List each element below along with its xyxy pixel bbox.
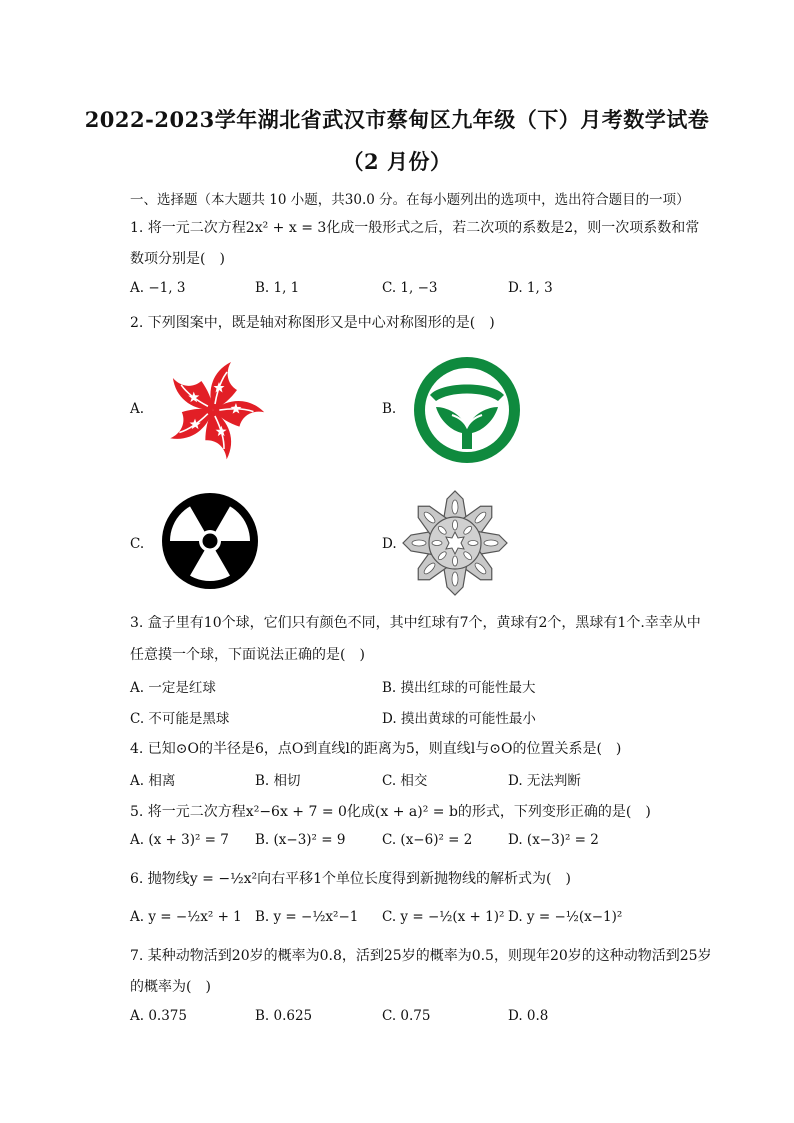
q2-option-d: D. [382,536,397,552]
question-7-line2: 的概率为( ) [130,979,211,995]
question-7-line1: 7. 某种动物活到20岁的概率为0.8，活到25岁的概率为0.5，则现年20岁的这种动物活到25岁 [130,948,712,964]
q1-option-a: A. −1, 3 [130,280,186,296]
bauhinia-flower-icon [158,355,268,465]
q4-option-b: B. 相切 [255,773,301,789]
q3-option-c: C. 不可能是黑球 [130,711,230,727]
question-6-line1: 6. 抛物线y = −½x²向右平移1个单位长度得到新抛物线的解析式为( ) [130,871,571,887]
q2-option-a: A. [130,401,145,417]
question-3-line2: 任意摸一个球，下面说法正确的是( ) [130,647,365,663]
q3-option-a: A. 一定是红球 [130,680,216,696]
q5-option-c: C. (x−6)² = 2 [382,832,473,848]
q6-option-b: B. y = −½x²−1 [255,909,359,925]
question-3-line1: 3. 盒子里有10个球，它们只有颜色不同，其中红球有7个，黄球有2个，黑球有1个.幸幸从中 [130,615,701,631]
document-title: 2022-2023学年湖北省武汉市蔡甸区九年级（下）月考数学试卷 [84,107,710,132]
q1-option-d: D. 1, 3 [508,280,553,296]
question-5-line1: 5. 将一元二次方程x²−6x + 7 = 0化成(x + a)² = b的形式，下列变形正确的是( ) [130,804,651,820]
q7-option-c: C. 0.75 [382,1008,431,1024]
q2-option-c: C. [130,536,145,552]
q4-option-d: D. 无法判断 [508,773,581,789]
section-heading: 一、选择题（本大题共 10 小题，共30.0 分。在每小题列出的选项中，选出符合题目的一项） [130,192,690,208]
question-1-line1: 1. 将一元二次方程2x² + x = 3化成一般形式之后，若二次项的系数是2，则一次项系数和常 [130,220,700,236]
q6-option-c: C. y = −½(x + 1)² [382,909,505,925]
question-2-line1: 2. 下列图案中，既是轴对称图形又是中心对称图形的是( ) [130,315,495,331]
q6-option-a: A. y = −½x² + 1 [130,909,242,925]
q5-option-d: D. (x−3)² = 2 [508,832,599,848]
question-4-line1: 4. 已知⊙O的半径是6，点O到直线l的距离为5，则直线l与⊙O的位置关系是( ) [130,741,622,757]
q5-option-b: B. (x−3)² = 9 [255,832,346,848]
document-subtitle: （2 月份） [342,149,452,174]
q3-option-d: D. 摸出黄球的可能性最小 [382,711,536,727]
q7-option-a: A. 0.375 [130,1008,187,1024]
q4-option-a: A. 相离 [130,773,176,789]
q7-option-d: D. 0.8 [508,1008,549,1024]
question-1-line2: 数项分别是( ) [130,251,225,267]
q1-option-b: B. 1, 1 [255,280,300,296]
green-food-logo-icon [412,355,522,465]
q4-option-c: C. 相交 [382,773,428,789]
q5-option-a: A. (x + 3)² = 7 [130,832,229,848]
grey-pattern-icon [400,488,510,598]
q2-option-b: B. [382,401,397,417]
q6-option-d: D. y = −½(x−1)² [508,909,623,925]
q3-option-b: B. 摸出红球的可能性最大 [382,680,536,696]
radiation-symbol-icon [160,491,260,591]
q1-option-c: C. 1, −3 [382,280,438,296]
q7-option-b: B. 0.625 [255,1008,313,1024]
